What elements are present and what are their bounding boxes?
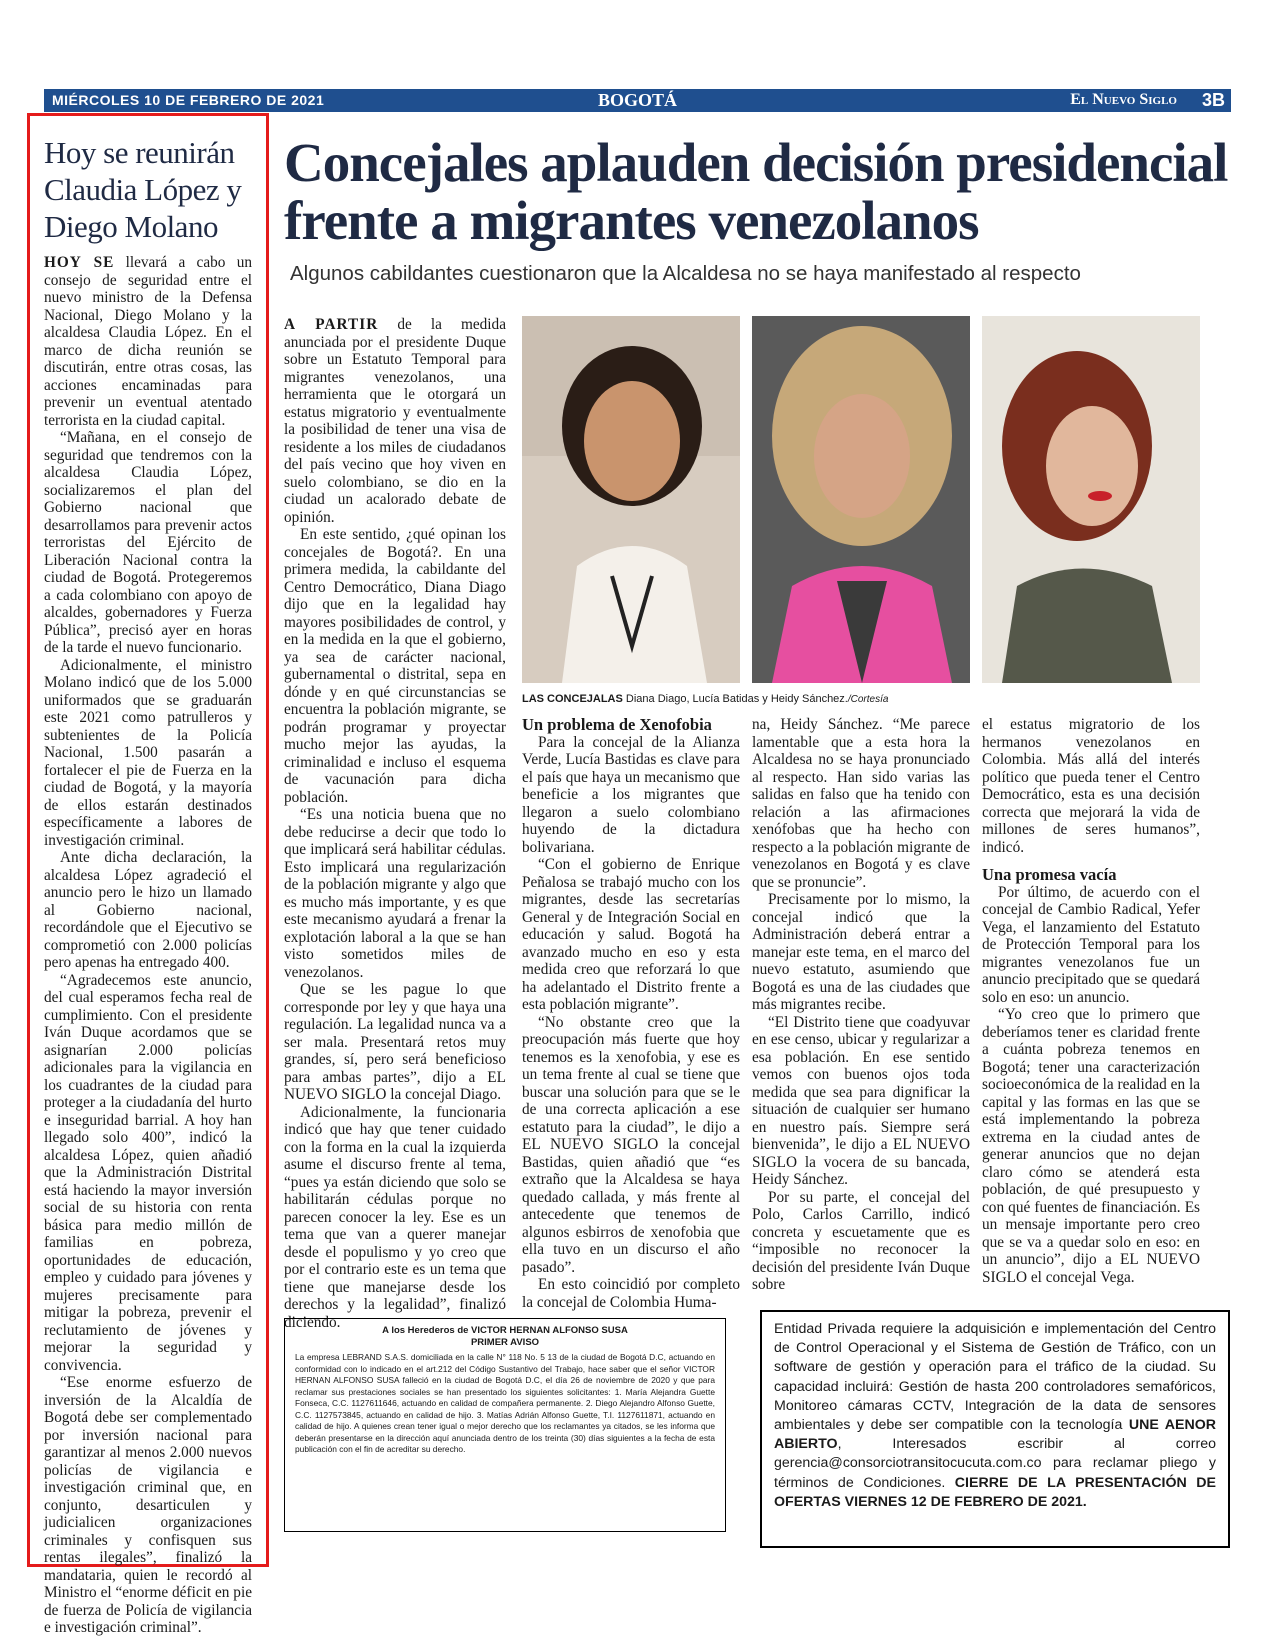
sidebar-article-body <box>44 254 252 1637</box>
photo-caption <box>522 693 982 705</box>
header-section: BOGOTÁ <box>597 90 677 110</box>
sidebar-headline: Hoy se reunirán Claudia López y Diego Molano <box>44 135 242 244</box>
page-header-bar <box>44 89 1231 112</box>
legal-notice <box>284 1318 726 1532</box>
sidebar-paragraph: Ante dicha declaración, la alcaldesa López agradeció el anuncio pero le hizo un llamado al Gobierno nacional, recordándole que el Ejecutivo se comprometió con 2.000 policías pero apenas ha entregado 400. <box>44 849 252 971</box>
article-paragraph: “No obstante creo que la preocupación más fuerte que hoy tenemos es la xenofobia, y ese es un tema frente al cual se tiene que buscar una solución para que se le de una correcta aplicación a ese estatuto para la ciudad”, le dijo a EL NUEVO SIGLO la concejal Bastidas, quien añadió que “es extraño que la Alcaldesa se haya quedado callada, y más frente al antecedente que tenemos de algunos esbirros de xenofobia que ella tuvo en un discurso el año pasado”. <box>522 1013 740 1276</box>
article-column-4 <box>982 716 1200 1286</box>
sidebar-paragraph: “Mañana, en el consejo de seguridad que tendremos con la alcaldesa Claudia López, socializaremos el plan del Gobierno nacional que desarrollamos para prevenir actos terroristas del Ejército de Liberación Nacional contra la ciudad de Bogotá. Protegeremos a cada colombiano con apoyo de alcaldes, gobernadores y Fuerza Pública”, precisó ayer en horas de la tarde el nuevo funcionario. <box>44 429 252 656</box>
article-column-3 <box>752 716 970 1294</box>
notice-subtitle: PRIMER AVISO <box>470 1336 540 1348</box>
photo-lucia-bastidas <box>752 316 970 683</box>
article-paragraph <box>284 316 506 526</box>
article-paragraph: Precisamente por lo mismo, la concejal indicó que la Administración deberá entrar a manejar este tema, en el marco del nuevo estatuto, asumiendo que Bogotá es una de las ciudades que más migrantes recibe. <box>752 891 970 1013</box>
caption-label: LAS CONCEJALAS <box>522 693 623 705</box>
notice-body: La empresa LEBRAND S.A.S. domiciliada en la calle N° 118 No. 5 13 de la ciudad de Bogotá D.C, actuando en conformidad con lo indicado en el art.212 del Código Sustantivo del Trabajo, hace saber que el señor VICTOR HERNAN ALFONSO SUSA falleció en la ciudad de Bogotá D.C, el día 26 de noviembre de 2020 y que para reclamar sus prestaciones sociales se han presentado los siguientes solicitantes: 1. María Alejandra Guette Fonseca, C.C. 1127611646, actuando en calidad de compañera permanente. 2. Diego Alejandro Alfonso Guette, C.C. 1127573845, actuando en calidad de hijo. 3. Matías Adrián Alfonso Guette, T.I. 1127611871, actuando en calidad de hijo. A quienes crean tener igual o mejor derecho que los reclamantes ya citados, se les informa que deberán presentarse en la dirección aquí anunciada dentro de los treinta (30) días siguientes a la fecha de esta publicación con el fin de acreditar su derecho. <box>295 1352 715 1454</box>
article-paragraph: “El Distrito tiene que coadyuvar en ese censo, ubicar y regularizar a esa población. En ese sentido vemos con buenos ojos toda medida que sea para dignificar la situación de cualquier ser humano en nuestro país. Siempre será bienvenida”, le dijo a EL NUEVO SIGLO la vocera de su bancada, Heidy Sánchez. <box>752 1013 970 1188</box>
sidebar-paragraph: Adicionalmente, el ministro Molano indicó que de los 5.000 uniformados que se graduarán este 2021 como patrulleros y subtenientes de la Policía Nacional, 1.500 pasarán a fortalecer el pie de Fuerza en la ciudad de Bogotá, y la mayoría de ellos estarán destinados específicamente a labores de investigación criminal. <box>44 656 252 849</box>
article-paragraph: “Es una noticia buena que no debe reducirse a decir que todo lo que implicará será habilitar cédulas. Esto implicará una regularización de la población migrante y algo que es mucho más importante, y es que este mecanismo ayudará a frenar la explotación laboral a la que se han visto sometidos miles de venezolanos. <box>284 806 506 981</box>
header-date: MIÉRCOLES 10 DE FEBRERO DE 2021 <box>52 92 325 108</box>
article-paragraph: En esto coincidió por completo la concejal de Colombia Huma- <box>522 1276 740 1311</box>
article-paragraph: el estatus migratorio de los hermanos venezolanos en Colombia. Más allá del interés político que pueda tener el Centro Democrático, esta es una decisión correcta que mejorará la vida de millones de seres humanos”, indicó. <box>982 716 1200 856</box>
article-paragraph: En este sentido, ¿qué opinan los concejales de Bogotá?. En una primera medida, la cabildante del Centro Democrático, Diana Diago dijo que en la legalidad hay mayores posibilidades de control, y en la medida en la que el gobierno, ya sea de carácter nacional, gubernamental o distrital, sepa en dónde y en qué circunstancias se encuentra la población migrante, se podrán programar y proyectar mucho mejor las ayudas, la criminalidad e incluso el esquema de vacunación para dicha población. <box>284 526 506 806</box>
subhead-xenofobia: Un problema de Xenofobia <box>522 715 712 734</box>
article-paragraph: Por último, de acuerdo con el concejal de Cambio Radical, Yefer Vega, el lanzamiento del Estatuto de Protección Temporal para los migrantes venezolanos fue un anuncio precipitado que se quedará solo en eso: un anuncio. <box>982 883 1200 1006</box>
article-paragraph: Adicionalmente, la funcionaria indicó que hay que tener cuidado con la forma en la cual la izquierda asume el discurso frente al tema, “pues ya están diciendo que solo se habilitarán cédulas porque no parecen conocer la ley. Ese es un tema que van a querer manejar desde el populismo y yo creo que por el contrario este es un tema que tiene que manejarse desde los derechos y la legalidad”, finalizó diciendo. <box>284 1103 506 1331</box>
article-paragraph: na, Heidy Sánchez. “Me parece lamentable que a esta hora la Alcaldesa no se haya pronunciado al respecto. Han sido varias las salidas en falso que ha tenido con relación a las afirmaciones xenófobas que ha hecho con respecto a la población migrante de venezolanos en Bogotá y es clave que se pronuncie”. <box>752 716 970 891</box>
ad-text: Entidad Privada requiere la adquisición e implementación del Centro de Control Operacional y el Sistema de Gestión de Tráfico, con un software de gestión y operación para el tráfico de la ciudad. Su capacidad incluirá: Gestión de hasta 200 controladores semafóricos, Monitoreo cámaras CCTV, Integración de la data de sensores ambientales y debe ser compatible con la tecnología <box>774 1321 1216 1434</box>
article-text: de la medida anunciada por el presidente Duque sobre un Estatuto Temporal para migrantes venezolanos, una herramienta que le otorgará un estatus migratorio y eventualmente la posibilidad de tener una visa de residente a los miles de ciudadanos del país vecino que hoy viven en suelo colombiano, se dio en la ciudad un acalorado debate de opinión. <box>284 316 506 526</box>
caption-credit: /Cortesía <box>847 694 889 705</box>
sidebar-lead: HOY SE <box>44 254 115 271</box>
caption-text: Diana Diago, Lucía Batidas y Heidy Sánchez. <box>622 693 848 705</box>
photo-diana-diago <box>522 316 740 683</box>
photo-heidy-sanchez <box>982 316 1200 683</box>
ad-text: , Interesados escribir al correo gerencia@consorciotransitocucuta.com.co para reclamar pliego y términos de Condiciones. <box>774 1436 1216 1491</box>
classified-ad <box>760 1310 1230 1548</box>
ad-closing-text: CIERRE DE LA PRESENTACIÓN DE OFERTAS VIERNES 12 DE FEBRERO DE 2021. <box>774 1474 1216 1510</box>
article-column-2 <box>522 716 740 1311</box>
article-paragraph: “Yo creo que lo primero que deberíamos tener es claridad frente a cuánta pobreza tenemos en Bogotá; tener una caracterización socioeconómica de la realidad en la capital y las formas en las que se está implementando la pobreza extrema en la ciudad antes de generar anuncios que no dejan claro cómo se atenderá esta población, de qué presupuesto y con qué fuentes de financiación. Es un mensaje importante pero creo que se va a quedar solo en eso: en un anuncio”, dijo a EL NUEVO SIGLO el concejal Vega. <box>982 1006 1200 1286</box>
sidebar-paragraph <box>44 254 252 429</box>
main-headline: Concejales aplauden decisión presidencial frente a migrantes venezolanos <box>284 132 1228 251</box>
subhead-promesa: Una promesa vacía <box>982 865 1117 884</box>
header-page-number: 3B <box>1201 90 1225 110</box>
sidebar-text: llevará a cabo un consejo de seguridad entre el nuevo ministro de la Defensa Nacional, Diego Molano y la alcaldesa Claudia López. En el marco de dicha reunión se discutirán, entre otras cosas, las acciones encaminadas para prevenir un eventual atentado terrorista en la ciudad capital. <box>44 254 253 429</box>
notice-title: A los Herederos de VICTOR HERNAN ALFONSO SUSA <box>382 1325 628 1336</box>
article-column-1 <box>284 316 506 1331</box>
ad-text-bold: UNE AENOR ABIERTO <box>774 1417 1216 1453</box>
article-lead: A PARTIR <box>284 316 379 333</box>
header-paper-name: El Nuevo Siglo <box>1070 91 1177 108</box>
sidebar-paragraph: “Agradecemos este anuncio, del cual esperamos fecha real de cumplimiento. Con el presidente Iván Duque acordamos que se asignarían 2.000 policías adicionales para la vigilancia en los cuadrantes de la ciudad para proteger a la ciudadanía del hurto e inseguridad barrial. A hoy han llegado solo 400”, indicó la alcaldesa López, quien añadió que la Administración Distrital está haciendo la mayor inversión social de su historia con renta básica para medio millón de familias en pobreza, oportunidades de educación, empleo y cuidado para jóvenes y mujeres precisamente para mitigar la pobreza, prevenir el reclutamiento de jóvenes y mejorar la seguridad y convivencia. <box>44 971 252 1374</box>
article-paragraph: Que se les pague lo que corresponde por ley y que haya una regulación. La legalidad nunca va a ser mala. Presentará retos muy grandes, sí, pero será beneficioso para ambas partes”, dijo a EL NUEVO SIGLO la concejal Diago. <box>284 981 506 1103</box>
main-subtitle: Algunos cabildantes cuestionaron que la Alcaldesa no se haya manifestado al respecto <box>290 262 1081 285</box>
article-paragraph: “Con el gobierno de Enrique Peñalosa se trabajó mucho con los migrantes, desde las secretarías General y de Integración Social en educación y salud. Bogotá ha avanzado mucho en eso y esta medida creo que reforzará lo que ha adelantado el Distrito frente a esta población migrante”. <box>522 856 740 1013</box>
sidebar-paragraph: “Ese enorme esfuerzo de inversión de la Alcaldía de Bogotá debe ser complementado por inversión nacional para garantizar al menos 2.000 nuevos policías de vigilancia e investigación criminal que, en conjunto, desarticulen y judicialicen organizaciones criminales y confisquen sus rentas ilegales”, finalizó la mandataria, quien le recordó al Ministro el “enorme déficit en pie de fuerza de Policía de vigilancia e investigación criminal”. <box>44 1374 252 1636</box>
article-paragraph: Para la concejal de la Alianza Verde, Lucía Bastidas es clave para el país que haya un mecanismo que beneficie a los migrantes que llegaron a suelo colombiano huyendo de la dictadura bolivariana. <box>522 733 740 856</box>
article-paragraph: Por su parte, el concejal del Polo, Carlos Carrillo, indicó concreta y escuetamente que es “imposible no reconocer la decisión del presidente Iván Duque sobre <box>752 1188 970 1293</box>
